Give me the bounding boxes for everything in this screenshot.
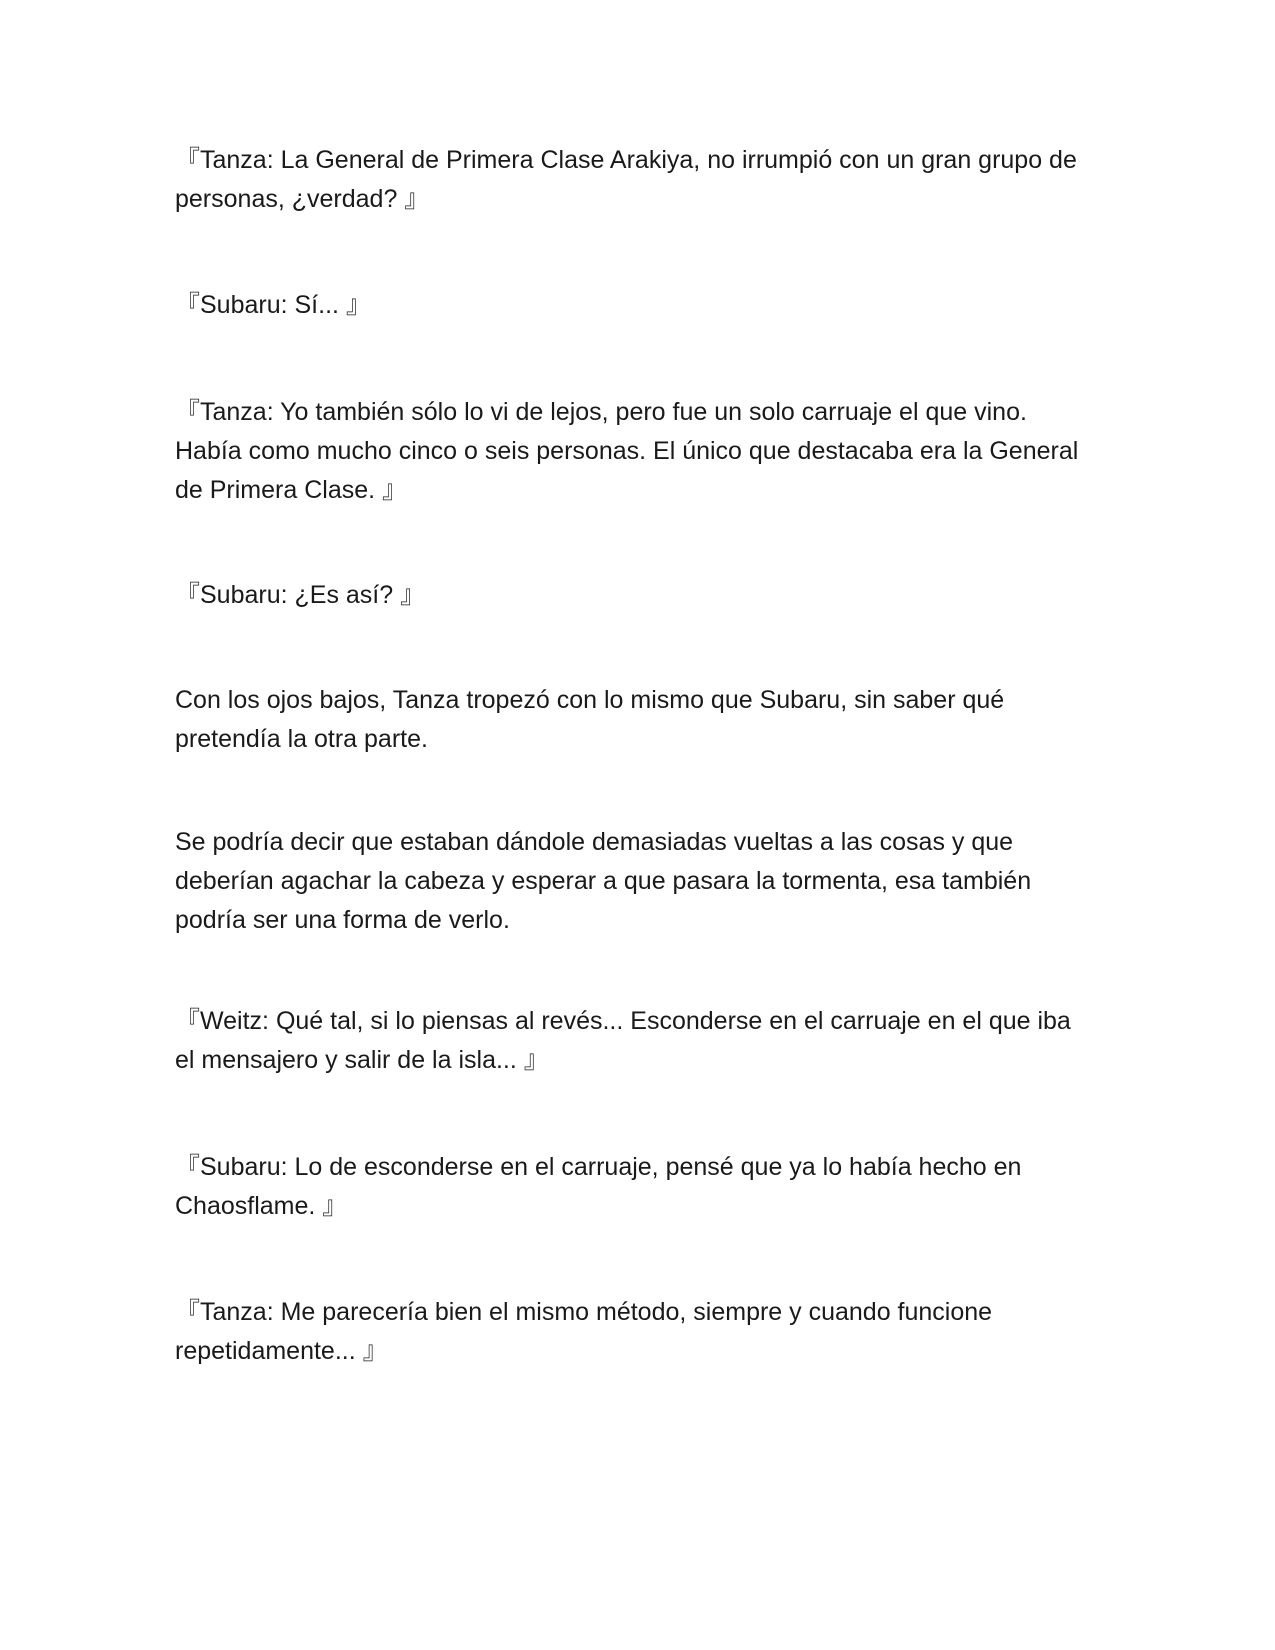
dialogue-paragraph-subaru-3: 『Subaru: Lo de esconderse en el carruaje, pensé que ya lo había hecho en Chaosflame. 』 [175, 1153, 1022, 1220]
dialogue-paragraph-weitz-1: 『Weitz: Qué tal, si lo piensas al revés... Esconderse en el carruaje en el que iba el mensajero y salir de la isla... 』 [175, 1007, 1071, 1074]
narration-paragraph-1: Con los ojos bajos, Tanza tropezó con lo mismo que Subaru, sin saber qué pretendía la otra parte. [175, 686, 1005, 753]
dialogue-paragraph-tanza-2: 『Tanza: Yo también sólo lo vi de lejos, pero fue un solo carruaje el que vino. Había como mucho cinco o seis personas. El único que destacaba era la General de Primera Clase. 』 [175, 398, 1079, 504]
dialogue-paragraph-subaru-2: 『Subaru: ¿Es así? 』 [175, 581, 426, 609]
dialogue-paragraph-tanza-1: 『Tanza: La General de Primera Clase Arakiya, no irrumpió con un gran grupo de personas, ¿verdad? 』 [175, 146, 1077, 213]
dialogue-paragraph-subaru-1: 『Subaru: Sí... 』 [175, 291, 371, 319]
narration-paragraph-2: Se podría decir que estaban dándole demasiadas vueltas a las cosas y que deberían agachar la cabeza y esperar a que pasara la tormenta, esa también podría ser una forma de verlo. [175, 828, 1032, 934]
dialogue-paragraph-tanza-3: 『Tanza: Me parecería bien el mismo método, siempre y cuando funcione repetidamente... 』 [175, 1298, 993, 1365]
